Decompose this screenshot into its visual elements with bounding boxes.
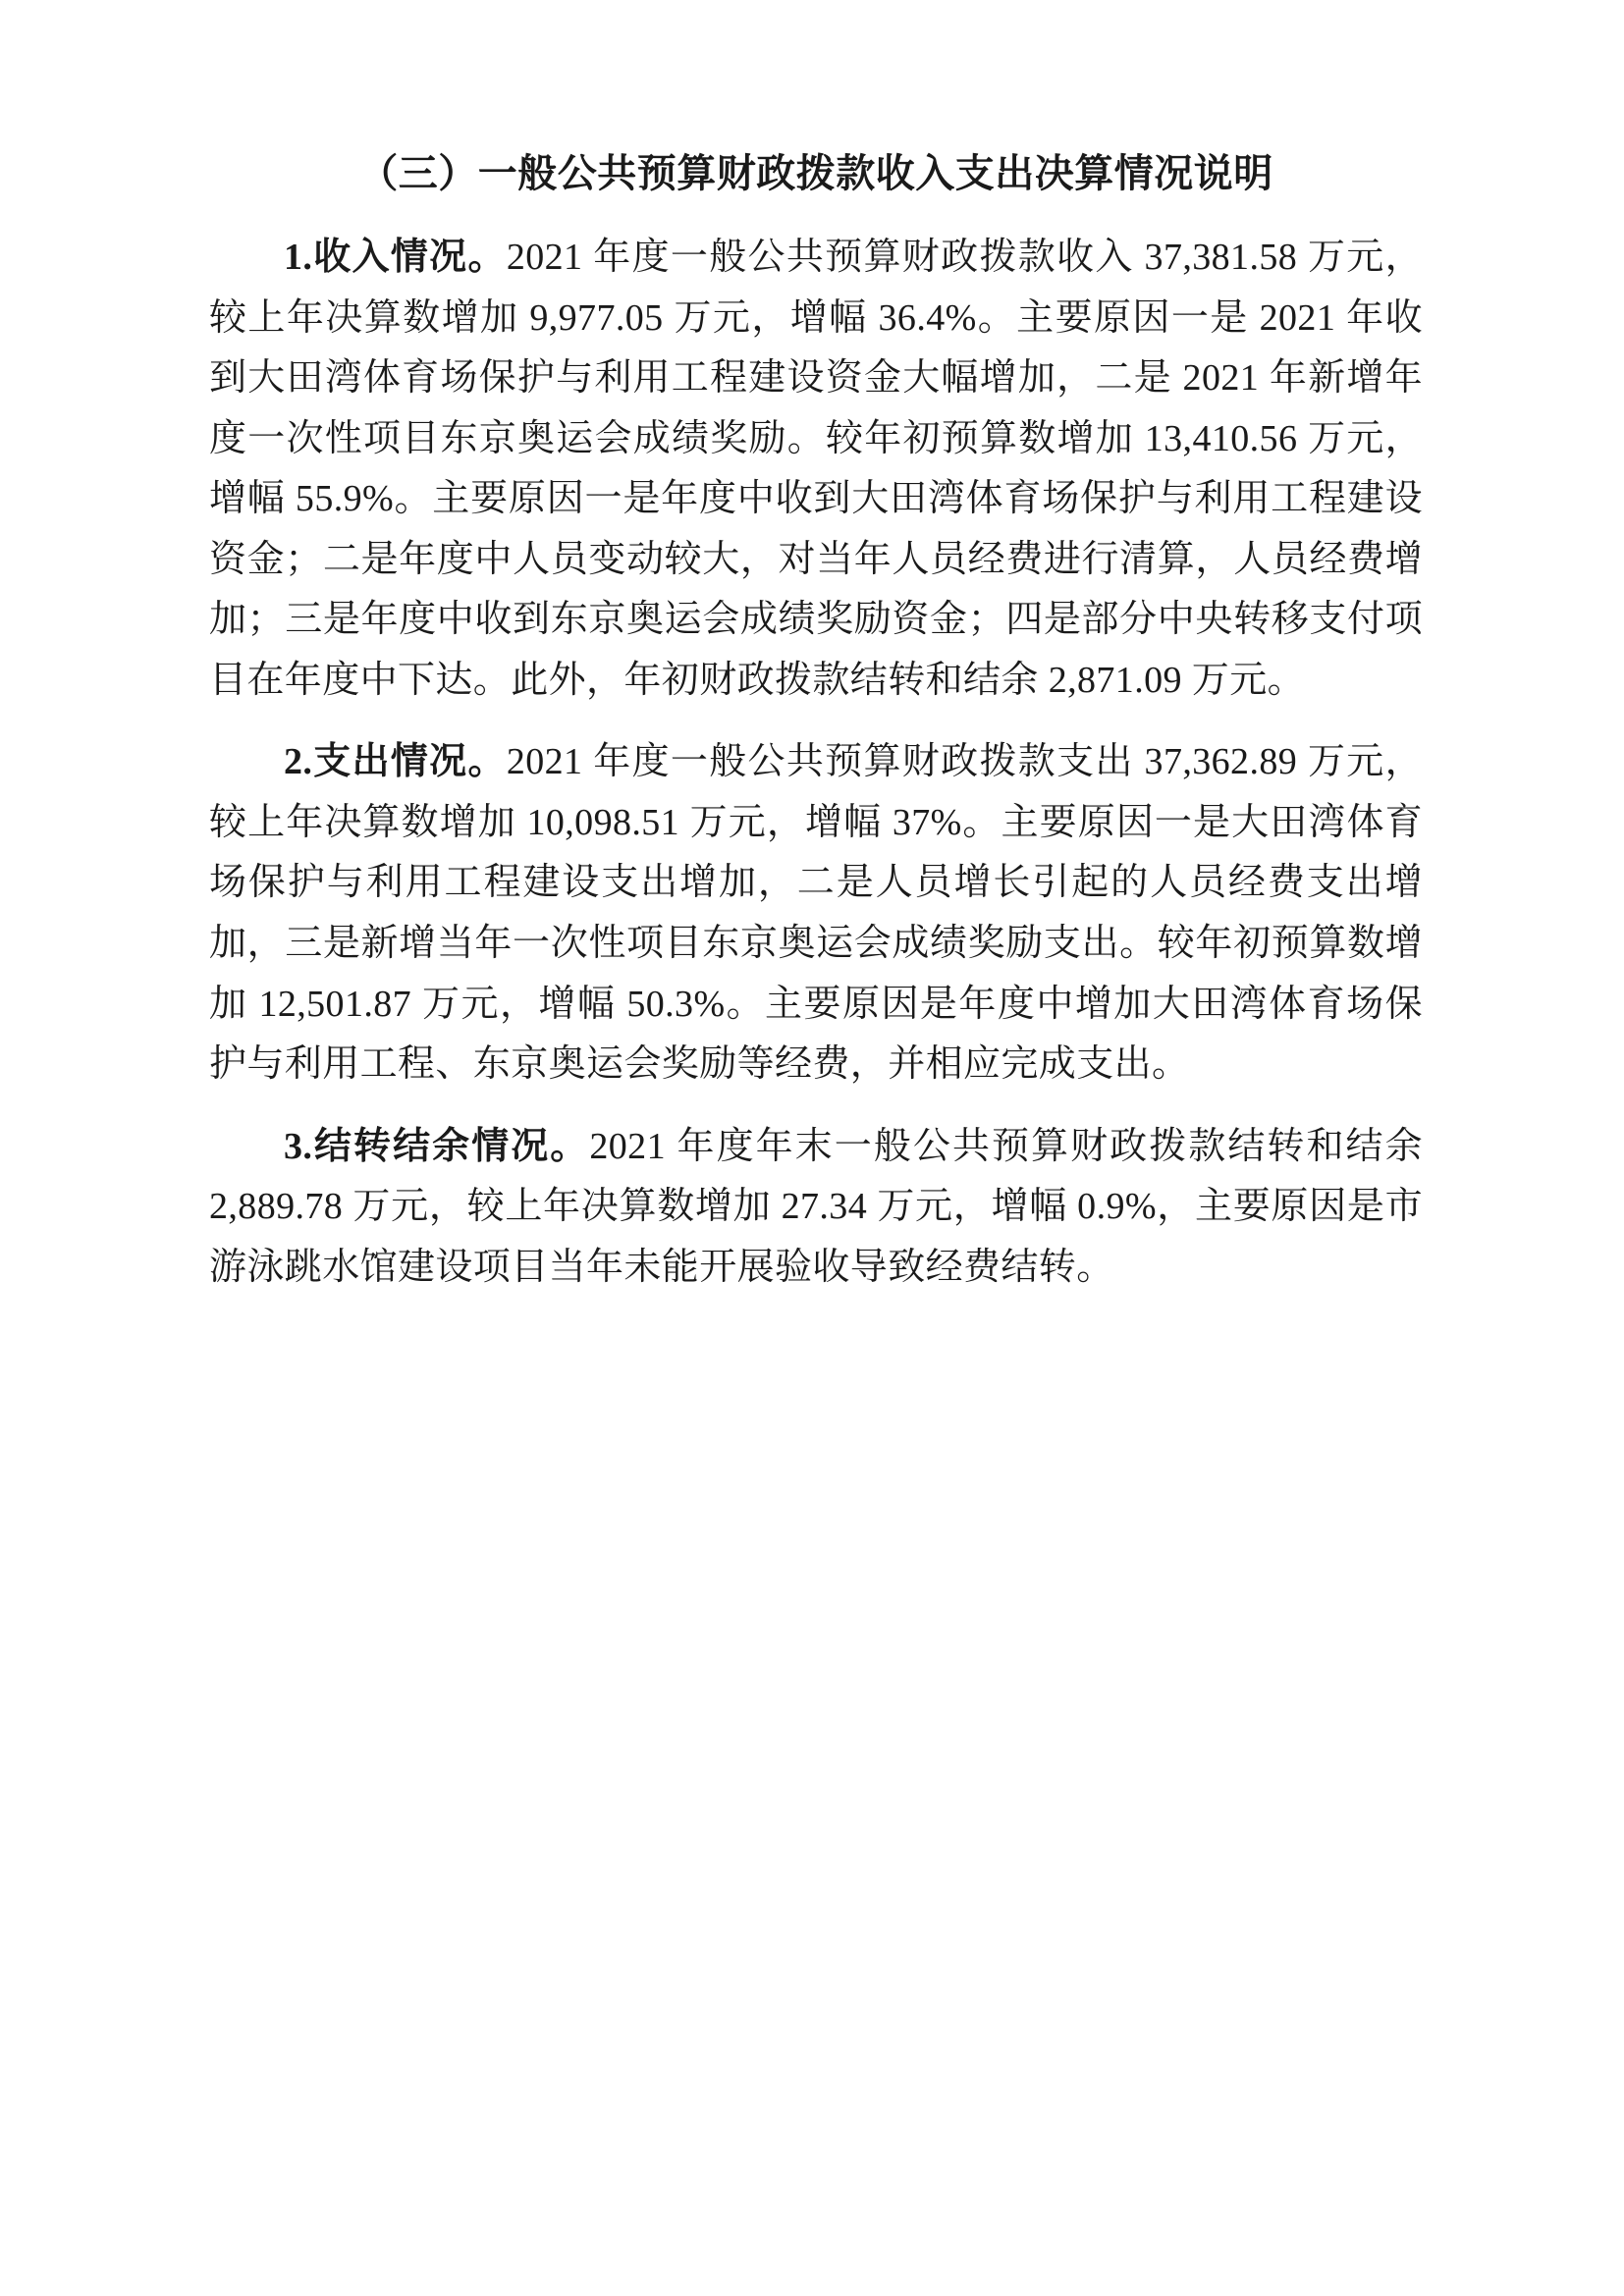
paragraph-carryover-lead: 3.结转结余情况。 <box>284 1125 590 1167</box>
paragraph-expenditure <box>209 732 1423 1095</box>
page-title: （三）一般公共预算财政拨款收入支出决算情况说明 <box>358 151 1273 195</box>
paragraph-carryover-body: 2021 年度年末一般公共预算财政拨款结转和结余 2,889.78 万元，较上年决算数增加 27.34 万元，增幅 0.9%，主要原因是市游泳跳水馆建设项目当年未能开展验收导致经费结转。 <box>209 1125 1423 1288</box>
paragraph-income <box>209 228 1423 711</box>
paragraph-expenditure-body: 2021 年度一般公共预算财政拨款支出 37,362.89 万元，较上年决算数增加 10,098.51 万元，增幅 37%。主要原因一是大田湾体育场保护与利用工程建设支出增加，二是人员增长引起的人员经费支出增加，三是新增当年一次性项目东京奥运会成绩奖励支出。较年初预算数增加 12,501.87 万元，增幅 50.3%。主要原因是年度中增加大田湾体育场保护与利用工程、东京奥运会奖励等经费，并相应完成支出。 <box>209 741 1423 1086</box>
paragraph-income-lead: 1.收入情况。 <box>284 237 507 278</box>
paragraph-expenditure-lead: 2.支出情况。 <box>284 741 507 783</box>
paragraph-income-body: 2021 年度一般公共预算财政拨款收入 37,381.58 万元，较上年决算数增加 9,977.05 万元，增幅 36.4%。主要原因一是 2021 年收到大田湾体育场保护与利用工程建设资金大幅增加，二是 2021 年新增年度一次性项目东京奥运会成绩奖励。较年初预算数增加 13,410.56 万元，增幅 55.9%。主要原因一是年度中收到大田湾体育场保护与利用工程建设资金；二是年度中人员变动较大，对当年人员经费进行清算，人员经费增加；三是年度中收到东京奥运会成绩奖励资金；四是部分中央转移支付项目在年度中下达。此外，年初财政拨款结转和结余 2,871.09 万元。 <box>209 237 1423 701</box>
paragraph-carryover <box>209 1117 1423 1299</box>
